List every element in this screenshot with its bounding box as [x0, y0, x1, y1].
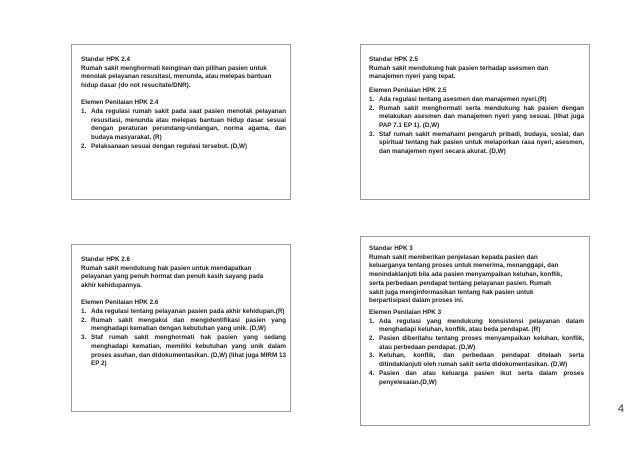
slide-title: Standar HPK 2.5: [369, 56, 418, 63]
slide-title: Standar HPK 3: [369, 245, 413, 252]
list-item: 1. Ada regulasi rumah sakit pada saat pasien menolak pelayanan resusitasi, menunda atau melepas bantuan hidup dasar sesuai dengan peraturan perundang-undangan, norma agama, dan budaya masyarakat. (R): [81, 108, 286, 142]
body-line: akhir kehidupannya.: [81, 282, 142, 290]
slide-content: [81, 256, 286, 369]
list-item: 3. Staf rumah sakit memahami pengaruh pribadi, budaya, sosial, dan spiritual tentang hak pasien untuk melaporkan rasa nyeri, asesmen, dan manajemen nyeri secara akurat. (D,W): [369, 130, 584, 156]
page-number: 4: [617, 403, 624, 415]
body-line: serta perbedaan pendapat tentang pelayanan pasien. Rumah: [369, 279, 551, 287]
slide-hpk-2-5: [360, 44, 590, 200]
elements-heading: Elemen Penilaian HPK 2.6: [81, 299, 159, 307]
elements-heading: Elemen Penilaian HPK 3: [369, 308, 442, 316]
body-line: Rumah sakit menghormati keinginan dan pilihan pasien untuk: [81, 64, 267, 72]
body-line: pelayanan yang penuh hormat dan penuh kasih sayang pada: [81, 273, 264, 281]
list-item: 2. Rumah sakit mengakui dan mengidentifikasi pasien yang menghadapi kematian dengan kebutuhan yang unik. (D,W): [81, 316, 286, 333]
slide-content: [81, 56, 286, 152]
list-item: 2. Pasien diberitahu tentang proses menyampaikan keluhan, konflik, atau perbedaan pendapat. (D,W): [369, 335, 584, 351]
body-line: Rumah sakit mendukung hak pasien untuk mendapatkan: [81, 264, 252, 272]
body-line: menindaklanjuti bila ada pasien menyampaikan keluhan, konflik,: [369, 271, 563, 279]
slide-content: [369, 56, 584, 157]
elements-list: [81, 108, 286, 152]
list-item: 4. Pasien dan atau keluarga pasien ikut serta dalam proses penyelesaian.(D,W): [369, 369, 584, 386]
list-item: 3. Keluhan, konflik, dan perbedaan pendapat ditelaah serta ditindaklanjuti oleh rumah sakit serta didokumentasikan. (D,W): [369, 352, 584, 369]
list-item: 1. Ada regulasi tentang pelayanan pasien pada akhir kehidupan.(R): [81, 308, 285, 316]
list-item: 2. Rumah sakit menghormati serta mendukung hak pasien dengan melakukan asesmen dan manajemen nyeri yang sesuai. (lihat juga PAP 7.1 EP 1). (D,W): [369, 104, 584, 129]
body-line: berpartisipasi dalam proses ini.: [369, 297, 464, 305]
slide-title: Standar HPK 2.6: [81, 256, 130, 263]
body-line: Rumah sakit mendukung hak pasien terhadap asesmen dan: [369, 64, 549, 72]
body-line: hidup dasar (do not resucitate/DNR).: [81, 82, 191, 90]
elements-heading: Elemen Penilaian HPK 2.5: [369, 87, 447, 95]
list-item: 3. Staf rumah sakit menghormati hak pasien yang sedang menghadapi kematian, memiliki kebutuhan yang unik dalam proses asuhan, dan didokumentasikan. (D,W) (lihat juga MIRM 13 EP 2): [81, 334, 286, 368]
body-line: Rumah sakit memberikan penjelasan kepada pasien dan: [369, 253, 538, 261]
slide-title: Standar HPK 2.4: [81, 56, 130, 63]
elements-list: [369, 318, 584, 388]
slide-content: [369, 245, 584, 387]
body-line: menolak pelayanan resusitasi, menunda, atau melepas bantuan: [81, 73, 272, 81]
slide-hpk-2-6: [71, 244, 291, 412]
elements-list: [81, 308, 286, 369]
elements-list: [369, 96, 584, 157]
slide-hpk-2-4: [71, 44, 291, 200]
list-item: 2. Pelaksanaan sesuai dengan regulasi tersebut. (D,W): [81, 142, 248, 150]
body-line: keluarganya tentang proses untuk menerima, menanggapi, dan: [369, 262, 559, 270]
body-line: manajemen nyeri yang tepat.: [369, 73, 456, 81]
body-line: sakit juga menginformasikan tentang hak pasien untuk: [369, 288, 534, 296]
elements-heading: Elemen Penilaian HPK 2.4: [81, 99, 159, 107]
list-item: 1. Ada regulasi tentang asesmen dan manajemen nyeri.(R): [369, 95, 547, 103]
slide-hpk-3: [360, 236, 590, 426]
list-item: 1. Ada regulasi yang mendukung konsistensi pelayanan dalam menghadapi keluhan, konflik, atau beda pendapat. (R): [369, 317, 584, 334]
